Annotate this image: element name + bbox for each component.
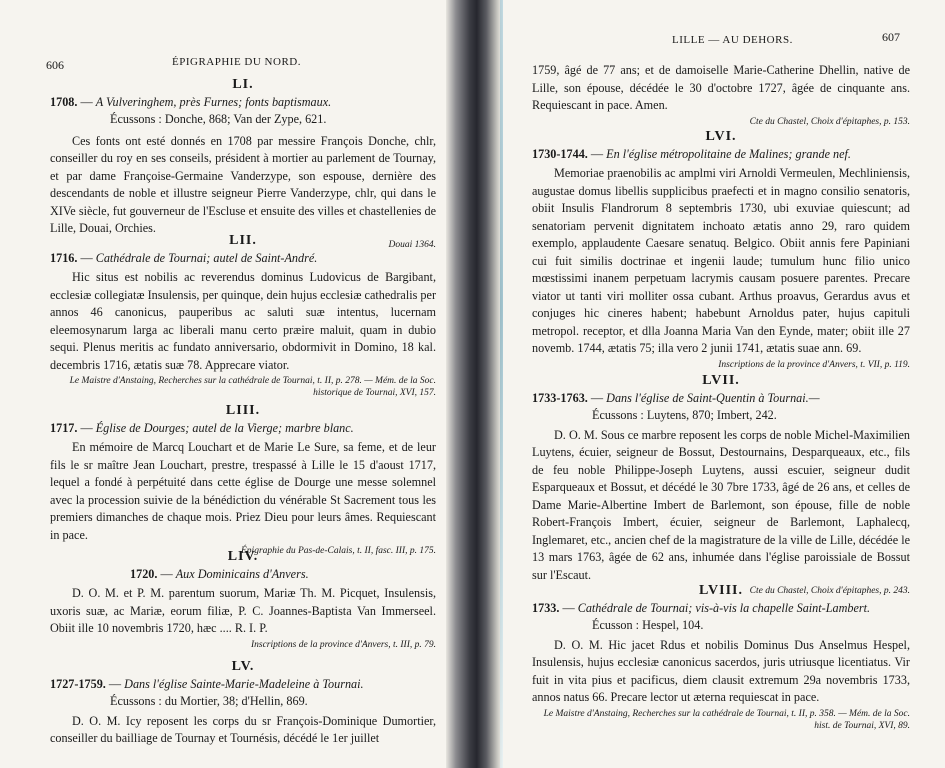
- section-lviii: [532, 582, 910, 732]
- section-date: 1730-1744.: [532, 146, 588, 161]
- section-date: 1733-1763.: [532, 390, 588, 405]
- inscription-text: D. O. M. Sous ce marbre reposent les corps de noble Michel-Maximilien Luytens, écuier, seigneur de Bossut, Destournains, Desparqueaux, etc., fils de feu noble Philippe-Joseph Luytens, aussi escuier, seigneur dudit Esparqueaux et Bossut, et décédé le 30 7bre 1733, âgé de 26 ans, et celles de Dame Marie-Albertine Imbert de Barlemont, son épouse, fille de noble Robert-François Imbert, écuier, seigneur de Barlemont, Laphalecq, Inglemaret, etc., ancien chef de la magistrature de la ville de Lille, décédée le 13 mars 1763, âgée de 62 ans, inhumée dans l'église paroissiale de Bossut sur l'Escaut.: [532, 427, 910, 582]
- section-title: 1730-1744. — En l'église métropolitaine de Malines; grande nef.: [532, 146, 851, 161]
- inscription-text: Ces fonts ont esté donnés en 1708 par messire François Donche, chlr, conseiller du roy en ses conseils, président à mortier au parlement de Tournay, et par dame Françoise-Germaine Vanderzype, son espouse, dernière des descendants de noble et illustre seigneur Pierre Vanderzype, chlr, qui dans le XIVe siècle, fut gouverneur de l'Escluse et ensuite des villes et chastellenies de Lille, Douai, Orchies.: [50, 133, 436, 235]
- section-liv: [50, 548, 436, 651]
- section-number: LIII.: [225, 403, 261, 418]
- section-number: LVIII.: [698, 583, 743, 598]
- section-title: 1733. — Cathédrale de Tournai; vis-à-vis la chapelle Saint-Lambert. Écusson : Hespel, 104.: [532, 600, 910, 635]
- section-liii: [50, 402, 436, 557]
- section-li: [50, 76, 436, 251]
- left-page: [0, 0, 462, 768]
- source-citation: Inscriptions de la province d'Anvers, t. III, p. 79.: [250, 639, 436, 650]
- ecussons: Écussons : Luytens, 870; Imbert, 242.: [592, 408, 777, 422]
- section-date: 1717.: [50, 420, 78, 435]
- page-number: 606: [46, 58, 64, 72]
- section-number: LV.: [231, 659, 255, 674]
- source-citation: Douai 1364.: [388, 239, 436, 250]
- ecussons: Écussons : Donche, 868; Van der Zype, 621.: [110, 112, 327, 126]
- section-title: 1716. — Cathédrale de Tournai; autel de Saint-André.: [50, 250, 318, 265]
- section-number: LIV.: [227, 549, 259, 564]
- section-number: LI.: [232, 77, 254, 92]
- inscription-text: D. O. M. Icy reposent les corps du sr François-Dominique Dumortier, conseiller du bailliage de Tournay et Tournésis, décédé le 1er juillet: [50, 713, 436, 745]
- right-page: [486, 0, 945, 768]
- section-number: LVII.: [702, 373, 740, 388]
- section-date: 1716.: [50, 250, 78, 265]
- inscription-text: Memoriae praenobilis ac amplmi viri Arnoldi Vermeulen, Mechliniensis, augustae domus libellis supplicibus praefecti et in magno consilio senatoris, obiit Insulis Flandrorum 8 septembris 1730, ubi exuviae quiescunt; ad senatoriam pervenit dignitatem inchoato ætatis anno 29, raro quidem exemplo, applaudente Caesare senatuq. Belgico. Obiit annis fere Papiniani cui fuit similis doctrinae et ingenii laude; tumulum hunc filio unico mœstissimi inanem perpetuam lacrymis causam posuere parentes. Precare viator ut tanti viri molliter ossa cubant. Arthus proavus, Gerardus avus et conjuges hic cineres habent; habebunt Arnoldus pater, hujus capituli metropol. receptor, et dlla Joanna Maria Van den Eynde, mater; obiit ille 27 novemb. 1744, ætatis 75; illa vero 2 junii 1741, ætatis suae ann. 69.: [532, 166, 910, 355]
- section-date: 1733.: [532, 600, 560, 615]
- inscription-text: D. O. M. Hic jacet Rdus et nobilis Dominus Dus Anselmus Hespel, Insulensis, hujus ecclesiæ canonicus sacerdos, juris utriusque licentiatus. Vir fuit in vita pius et pacificus, diem clausit extremum 29a novembris 1733, annos natus 66. Precare lector ut æterna requiescat in pace.: [532, 637, 910, 704]
- section-number: LII.: [229, 233, 257, 248]
- section-title: 1727-1759. — Dans l'église Sainte-Marie-Madeleine à Tournai. Écussons : du Mortier, 38; d'Hellin, 869.: [50, 676, 436, 711]
- source-citation: Inscriptions de la province d'Anvers, t. VII, p. 119.: [718, 359, 910, 370]
- section-lii: [50, 232, 436, 399]
- page-number: 607: [882, 30, 900, 44]
- source-citation: Cte du Chastel, Choix d'épitaphes, p. 243.: [749, 586, 910, 596]
- running-head: ÉPIGRAPHIE DU NORD.: [172, 56, 301, 68]
- section-title: 1733-1763. — Dans l'église de Saint-Quentin à Tournai.— Écussons : Luytens, 870; Imbert, 242.: [532, 390, 910, 425]
- section-title: 1708. — A Vulveringhem, près Furnes; fonts baptismaux. Écussons : Donche, 868; Van der Zype, 621.: [50, 94, 436, 129]
- ecussons: Écussons : du Mortier, 38; d'Hellin, 869.: [110, 694, 308, 708]
- inscription-text: En mémoire de Marcq Louchart et de Marie Le Sure, sa feme, et de leur fils le sr maître Jean Louchart, prestre, trespassé à Lille le 15 d'aoust 1717, lequel a fondé à perpétuité dans cette église de Dourge une messe solemnel avec la procession suivie de la bénédiction du vénérable St Sacrement tous les premiers dimanches de chaque mois. Priez Dieu pour leurs âmes. Requiescant in pace.: [50, 440, 436, 542]
- source-citation: Le Maistre d'Anstaing, Recherches sur la cathédrale de Tournai, t. II, p. 278. — Mém. de la Soc. historique de Tournai, XVI, 157.: [69, 376, 436, 398]
- section-date: 1708.: [50, 94, 78, 109]
- running-head: LILLE — AU DEHORS.: [672, 34, 793, 46]
- inscription-text: 1759, âgé de 77 ans; et de damoiselle Marie-Catherine Dhellin, native de Lille, son épouse, décédée le 30 d'octobre 1727, âgée de cinquante ans. Requiescant in pace. Amen.: [532, 63, 910, 112]
- section-lvi: [532, 128, 910, 371]
- section-lv: [50, 658, 436, 748]
- section-lvii: [532, 372, 910, 597]
- continuation-lv: [532, 62, 910, 128]
- section-title: 1717. — Église de Dourges; autel de la Vierge; marbre blanc.: [50, 420, 354, 435]
- source-citation: Cte du Chastel, Choix d'épitaphes, p. 153.: [749, 116, 910, 127]
- section-title: 1720. — Aux Dominicains d'Anvers.: [130, 566, 309, 581]
- inscription-text: D. O. M. et P. M. parentum suorum, Mariæ Th. M. Picquet, Insulensis, uxoris suæ, ac Mariæ, eorum filiæ, P. C. Joannes-Baptista Van Immerseel. Obiit ille 10 novembris 1720, hæc .... R. I. P.: [50, 586, 436, 635]
- section-number: LVI.: [705, 129, 737, 144]
- source-citation: Épigraphie du Pas-de-Calais, t. II, fasc. III, p. 175.: [241, 546, 436, 556]
- ecussons: Écusson : Hespel, 104.: [592, 618, 704, 632]
- inscription-text: Hic situs est nobilis ac reverendus dominus Ludovicus de Bargibant, ecclesiæ collegiatæ Insulensis, per quinque, dein hujus ecclesiæ cathedralis per annos 46 canonicus, pauperibus ac saluti suæ intentus, lucernam eleemosynarum larga ac liberali manu certo præire maluit, quam in dubio sequi. Plenus meritis ac fundato anniversario, obdormivit in Domino, 18 kal. decembris 1716, ætatis suæ 78. Apprecare viator.: [50, 270, 436, 372]
- section-date: 1720.: [130, 566, 158, 581]
- section-date: 1727-1759.: [50, 676, 106, 691]
- source-citation: Le Maistre d'Anstaing, Recherches sur la cathédrale de Tournai, t. II, p. 358. — Mém. de la Soc. hist. de Tournai, XVI, 89.: [543, 708, 910, 731]
